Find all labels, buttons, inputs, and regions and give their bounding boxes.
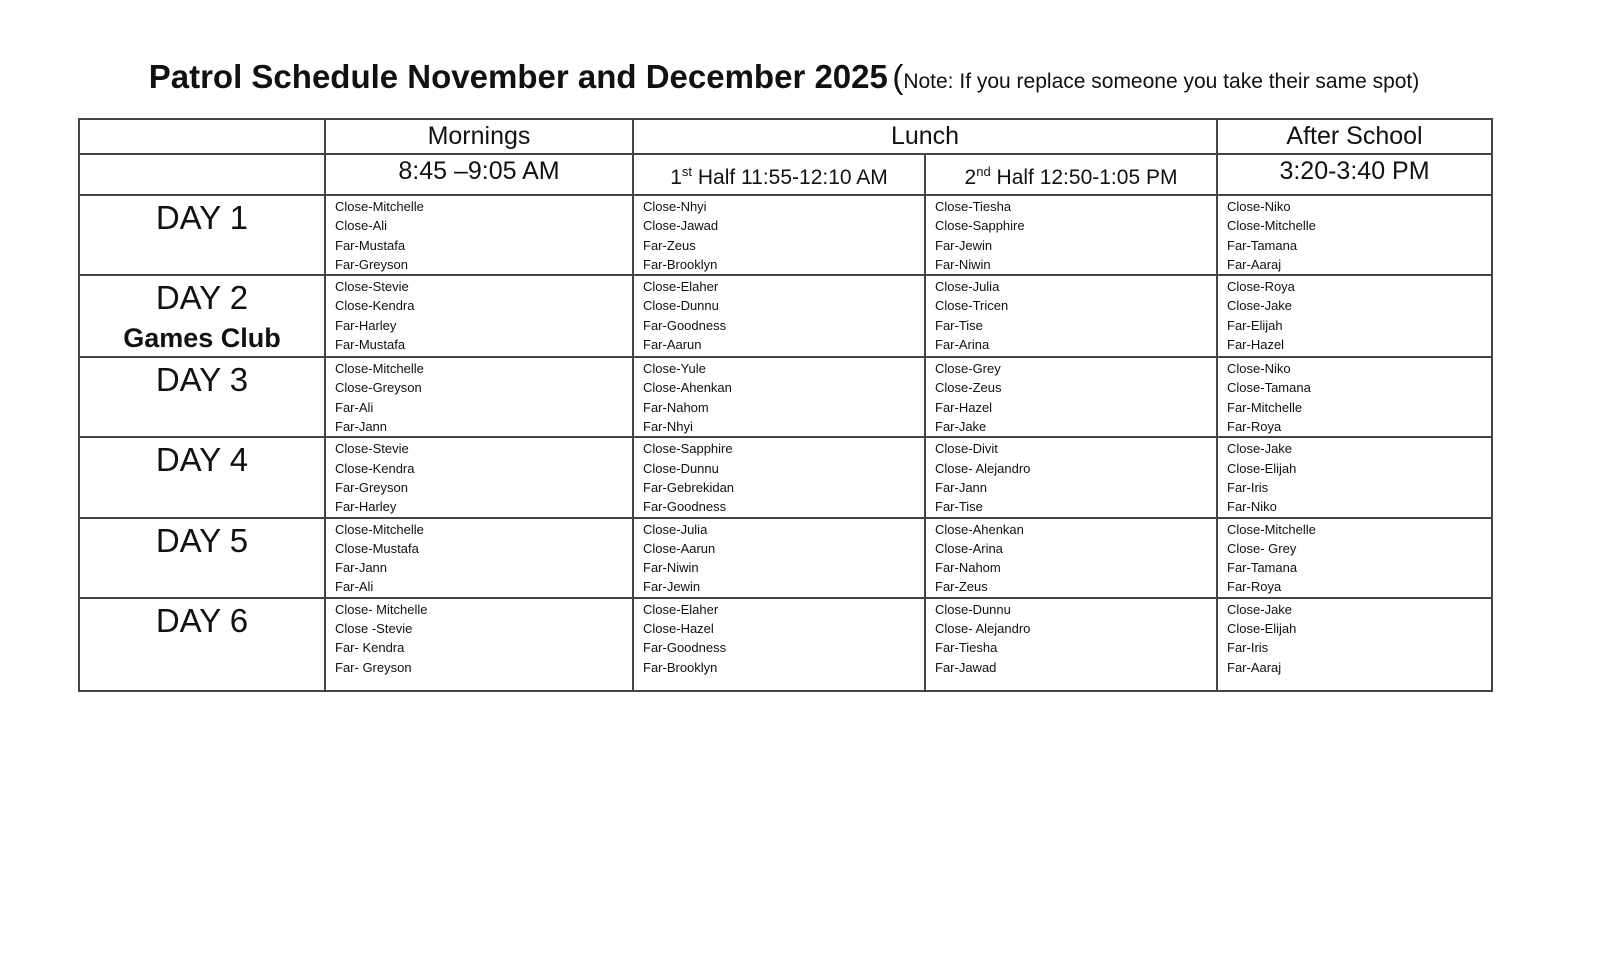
assignment-cell-lunch2 [925, 195, 1217, 275]
patrol-assignment: Far-Aaraj [1227, 659, 1282, 675]
patrol-assignment: Close-Roya [1227, 279, 1295, 295]
patrol-assignment: Far-Ali [335, 579, 374, 595]
header-after-school-time: 3:20-3:40 PM [1217, 154, 1492, 195]
patrol-assignment: Far-Nhyi [643, 419, 693, 435]
header-lunch: Lunch [633, 119, 1217, 154]
header-lunch-second-half [925, 154, 1217, 195]
patrol-assignment: Close-Tricen [935, 298, 1009, 314]
patrol-assignment: Close-Kendra [335, 298, 415, 314]
second-half-text: Half 12:50-1:05 PM [990, 166, 1178, 189]
day-note: Games Club [123, 323, 281, 354]
assignment-cell-mornings [325, 357, 633, 437]
header-lunch-first-half [633, 154, 925, 195]
header-mornings: Mornings [325, 119, 633, 154]
patrol-assignment: Close-Aarun [643, 540, 716, 556]
patrol-assignment: Close-Mustafa [335, 540, 419, 556]
patrol-assignment: Far- Kendra [335, 640, 405, 656]
patrol-assignment: Far-Iris [1227, 479, 1269, 495]
assignment-cell-lunch2 [925, 518, 1217, 598]
patrol-assignment: Far-Niko [1227, 499, 1277, 515]
patrol-assignment: Far-Jake [935, 419, 987, 435]
patrol-assignment: Far-Tise [935, 317, 983, 333]
patrol-assignment: Close-Dunnu [643, 460, 719, 476]
patrol-assignment: Close-Dunnu [935, 601, 1011, 617]
assignment-cell-after [1217, 598, 1492, 691]
patrol-assignment: Close-Mitchelle [335, 521, 424, 537]
assignment-cell-mornings [325, 518, 633, 598]
patrol-assignment: Far-Aarun [643, 337, 702, 353]
assignment-cell-lunch2 [925, 357, 1217, 437]
patrol-assignment: Far-Mitchelle [1227, 399, 1303, 415]
patrol-assignment: Close-Ahenkan [935, 521, 1024, 537]
second-half-num: 2 [964, 166, 977, 189]
day-label-cell [79, 518, 325, 598]
corner-cell-top [79, 119, 325, 154]
patrol-assignment: Far-Nahom [935, 560, 1001, 576]
table-row [79, 598, 1492, 691]
patrol-assignment: Close-Jawad [643, 218, 719, 234]
patrol-assignment: Far-Roya [1227, 419, 1282, 435]
assignment-cell-lunch1 [633, 437, 925, 517]
patrol-assignment: Close-Ali [335, 218, 388, 234]
assignment-cell-after [1217, 437, 1492, 517]
assignment-cell-lunch1 [633, 598, 925, 691]
patrol-assignment: Far-Hazel [1227, 337, 1285, 353]
patrol-assignment: Close-Grey [935, 361, 1001, 377]
patrol-assignment: Close-Ahenkan [643, 380, 732, 396]
patrol-assignment: Close-Stevie [335, 441, 409, 457]
patrol-assignment: Far-Jann [335, 560, 388, 576]
header-mornings-time: 8:45 –9:05 AM [325, 154, 633, 195]
patrol-assignment: Far-Jawad [935, 659, 997, 675]
day-label-cell [79, 357, 325, 437]
patrol-assignment: Close- Grey [1227, 540, 1297, 556]
patrol-assignment: Close-Tiesha [935, 199, 1012, 214]
patrol-assignment: Far-Greyson [335, 479, 408, 495]
assignment-cell-lunch2 [925, 275, 1217, 357]
patrol-assignment: Far-Mustafa [335, 337, 406, 353]
patrol-assignment: Close-Kendra [335, 460, 415, 476]
patrol-assignment: Close-Niko [1227, 361, 1291, 377]
patrol-assignment: Close-Mitchelle [335, 199, 424, 214]
patrol-assignment: Far-Mustafa [335, 237, 406, 253]
table-row [79, 195, 1492, 275]
assignment-cell-mornings [325, 598, 633, 691]
patrol-assignment: Close-Mitchelle [1227, 521, 1316, 537]
patrol-assignment: Far-Gebrekidan [643, 479, 735, 495]
patrol-assignment: Far-Arina [935, 337, 990, 353]
day-label: DAY 6 [155, 601, 249, 639]
patrol-assignment: Close-Stevie [335, 279, 409, 295]
patrol-assignment: Far-Brooklyn [643, 256, 718, 272]
patrol-assignment: Close-Elijah [1227, 621, 1297, 637]
table-row [79, 357, 1492, 437]
patrol-assignment: Close- Alejandro [935, 621, 1031, 637]
patrol-assignment: Far-Zeus [643, 237, 696, 253]
patrol-assignment: Far-Nahom [643, 399, 709, 415]
patrol-assignment: Far-Harley [335, 499, 397, 515]
patrol-assignment: Close-Tamana [1227, 380, 1311, 396]
second-half-sup: nd [976, 164, 991, 179]
day-label-cell [79, 598, 325, 691]
assignment-cell-lunch2 [925, 598, 1217, 691]
patrol-assignment: Far-Hazel [935, 399, 993, 415]
patrol-assignment: Far-Aaraj [1227, 256, 1282, 272]
patrol-assignment: Close-Mitchelle [1227, 218, 1316, 234]
first-half-num: 1 [670, 166, 682, 189]
day-label: DAY 1 [155, 199, 249, 236]
patrol-assignment: Close-Nhyi [643, 199, 707, 214]
assignment-cell-after [1217, 518, 1492, 598]
patrol-assignment: Far-Niwin [935, 256, 991, 272]
patrol-assignment: Far-Goodness [643, 317, 727, 333]
patrol-assignment: Close-Sapphire [643, 441, 733, 457]
assignment-cell-lunch1 [633, 357, 925, 437]
title-paren: ( [892, 58, 904, 95]
assignment-cell-lunch1 [633, 195, 925, 275]
patrol-schedule-table [78, 118, 1493, 692]
assignment-cell-lunch2 [925, 437, 1217, 517]
patrol-assignment: Far-Tise [935, 499, 983, 515]
patrol-assignment: Close-Greyson [335, 380, 422, 396]
patrol-assignment: Close-Divit [935, 441, 998, 457]
assignment-cell-after [1217, 357, 1492, 437]
patrol-assignment: Far-Harley [335, 317, 397, 333]
title-main: Patrol Schedule November and December 2025 [148, 58, 888, 95]
patrol-assignment: Far-Greyson [335, 256, 408, 272]
patrol-assignment: Far-Roya [1227, 579, 1282, 595]
patrol-assignment: Close-Elaher [643, 601, 719, 617]
patrol-assignment: Far-Niwin [643, 560, 699, 576]
patrol-assignment: Far-Iris [1227, 640, 1269, 656]
header-after-school: After School [1217, 119, 1492, 154]
patrol-assignment: Far-Goodness [643, 640, 727, 656]
patrol-assignment: Close-Jake [1227, 298, 1293, 314]
patrol-assignment: Far-Tamana [1227, 560, 1298, 576]
corner-cell-bottom [79, 154, 325, 195]
table-row [79, 437, 1492, 517]
title-note: Note: If you replace someone you take their same spot) [903, 70, 1420, 93]
assignment-cell-mornings [325, 437, 633, 517]
day-label-cell [79, 275, 325, 357]
patrol-assignment: Far-Elijah [1227, 317, 1283, 333]
patrol-assignment: Close-Jake [1227, 441, 1293, 457]
day-label-cell [79, 437, 325, 517]
day-label-cell [79, 195, 325, 275]
day-label: DAY 5 [155, 521, 249, 559]
patrol-assignment: Close-Sapphire [935, 218, 1025, 234]
patrol-assignment: Close-Niko [1227, 199, 1291, 214]
assignment-cell-lunch1 [633, 518, 925, 598]
page-title [0, 58, 1568, 96]
patrol-assignment: Close-Jake [1227, 601, 1293, 617]
patrol-assignment: Close-Yule [643, 361, 706, 377]
patrol-assignment: Far-Jann [335, 419, 388, 435]
patrol-assignment: Close- Mitchelle [335, 601, 428, 617]
patrol-assignment: Far-Tamana [1227, 237, 1298, 253]
patrol-assignment: Close-Hazel [643, 621, 714, 637]
first-half-sup: st [681, 164, 693, 179]
patrol-assignment: Close- Alejandro [935, 460, 1031, 476]
table-row [79, 275, 1492, 357]
day-label: DAY 4 [155, 441, 249, 479]
patrol-assignment: Far-Brooklyn [643, 659, 718, 675]
assignment-cell-lunch1 [633, 275, 925, 357]
patrol-assignment: Far-Jann [935, 479, 988, 495]
day-label: DAY 3 [155, 361, 249, 399]
patrol-assignment: Far-Zeus [935, 579, 988, 595]
patrol-assignment: Close-Elaher [643, 279, 719, 295]
assignment-cell-mornings [325, 275, 633, 357]
patrol-assignment: Far-Ali [335, 399, 374, 415]
patrol-assignment: Far-Goodness [643, 499, 727, 515]
assignment-cell-mornings [325, 195, 633, 275]
patrol-assignment: Close-Zeus [935, 380, 1002, 396]
patrol-assignment: Far- Greyson [335, 659, 412, 675]
day-label: DAY 2 [155, 279, 249, 317]
patrol-assignment: Far-Jewin [935, 237, 993, 253]
patrol-assignment: Close -Stevie [335, 621, 413, 637]
table-row [79, 518, 1492, 598]
patrol-assignment: Far-Jewin [643, 579, 701, 595]
patrol-assignment: Close-Julia [935, 279, 1000, 295]
patrol-assignment: Close-Julia [643, 521, 708, 537]
patrol-assignment: Close-Arina [935, 540, 1003, 556]
patrol-assignment: Close-Dunnu [643, 298, 719, 314]
first-half-text: Half 11:55-12:10 AM [692, 166, 888, 189]
patrol-assignment: Close-Elijah [1227, 460, 1297, 476]
assignment-cell-after [1217, 195, 1492, 275]
patrol-assignment: Far-Tiesha [935, 640, 998, 656]
patrol-assignment: Close-Mitchelle [335, 361, 424, 377]
assignment-cell-after [1217, 275, 1492, 357]
